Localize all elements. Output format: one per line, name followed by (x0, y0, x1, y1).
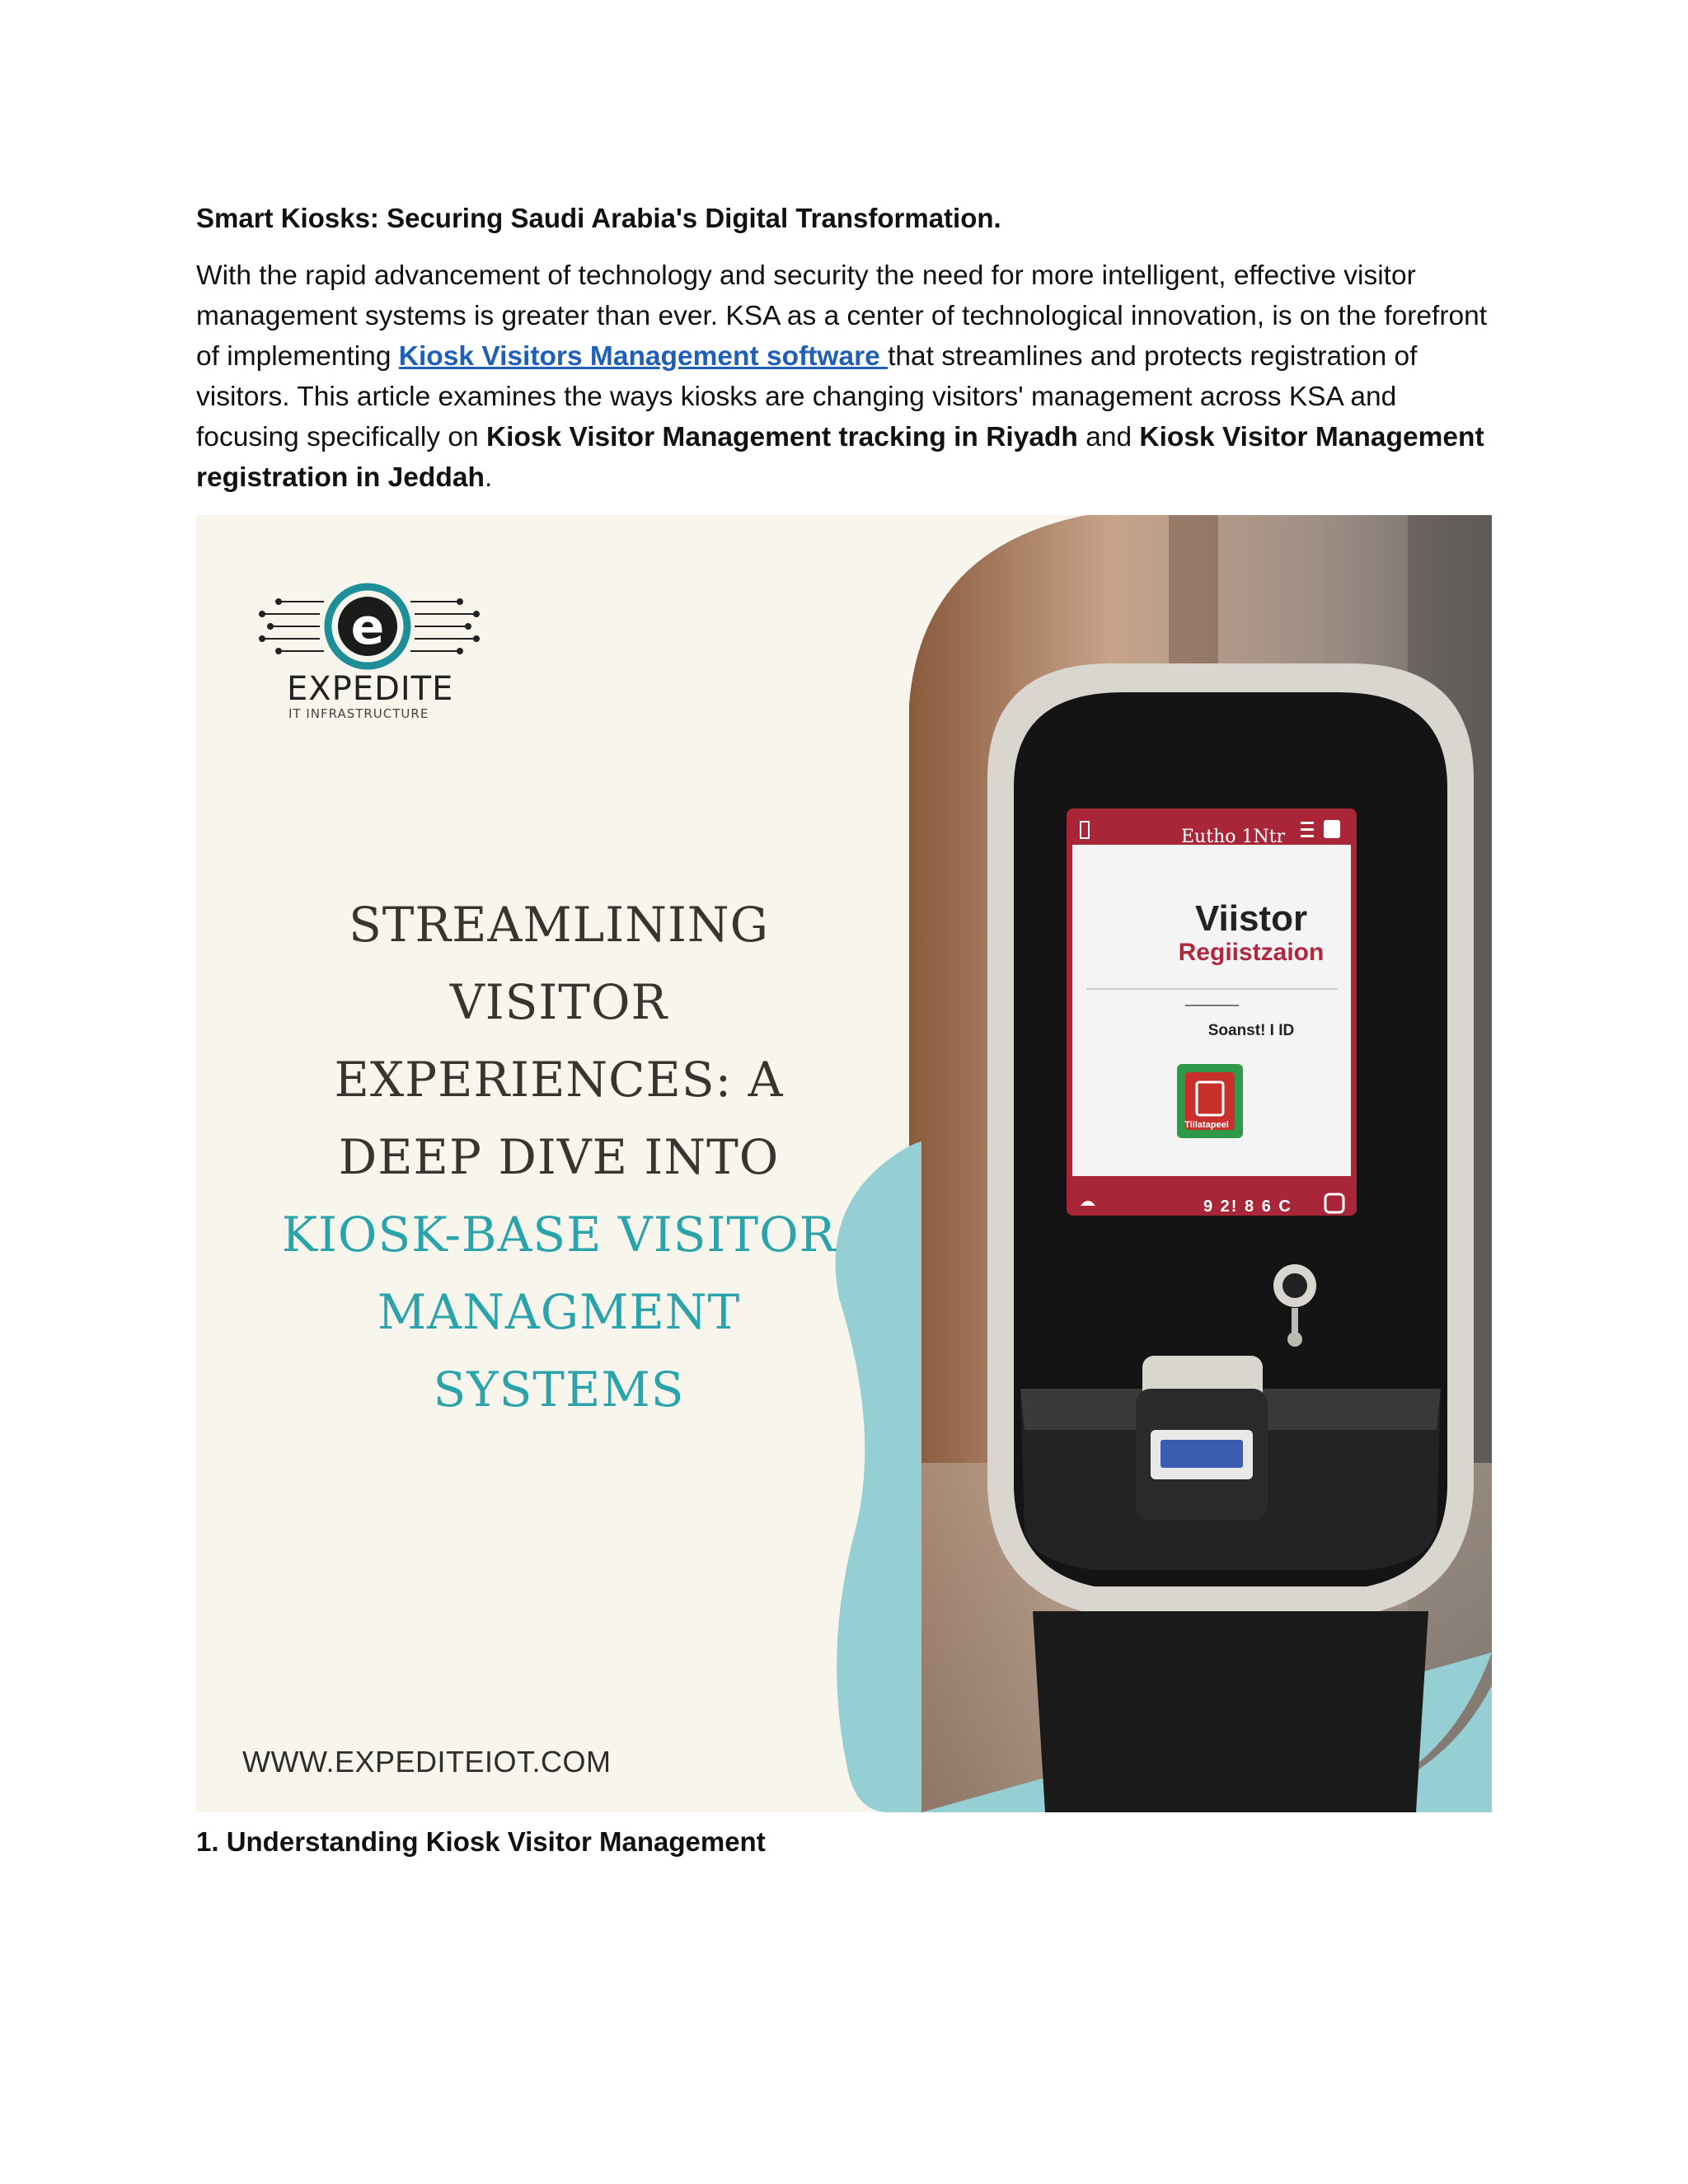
intro-text-4: . (484, 462, 493, 493)
headline-line-1: STREAMLINING (349, 897, 769, 953)
logo-name: EXPEDITE (287, 670, 454, 708)
kiosk-screen-header: Eutho 1Ntr (1181, 827, 1286, 847)
intro-paragraph (196, 255, 1498, 498)
kiosk-screen-title: Viistor (1194, 898, 1308, 939)
headline-line-4: DEEP DIVE INTO (338, 1129, 780, 1185)
intro-text-2: that streamlines and protects registration of visitors. This article examines the ways kiosks are changing visitors' management across KSA and focusing specifically on (196, 341, 1418, 452)
headline-teal-line-3: SYSTEMS (433, 1361, 685, 1418)
document-title: Smart Kiosks: Securing Saudi Arabia's Digital Transformation. (196, 203, 1001, 233)
headline-line-3: EXPERIENCES: A (334, 1052, 784, 1108)
kiosk-screen-subtitle: Regiistzaion (1178, 939, 1325, 966)
headline-teal-line-2: MANAGMENT (377, 1284, 741, 1340)
headline-teal-line-1: KIOSK-BASE VISITOR (281, 1207, 837, 1263)
intro-text-3: and (1077, 422, 1140, 452)
kiosk-device-illustration (196, 515, 1492, 1812)
riyadh-bold-text: Kiosk Visitor Management tracking in Riyadh (485, 422, 1078, 452)
jeddah-bold-text: Kiosk Visitor Management registration in Jeddah (196, 422, 1484, 493)
kiosk-screen-footer-text: 9 2! 8 6 C (1203, 1197, 1292, 1216)
intro-text-1: With the rapid advancement of technology and security the need for more intelligent, effective visitor management systems is greater than ever. KSA as a center of technological innovation, is on the forefront of implementing (196, 260, 1488, 372)
logo-tagline: IT INFRASTRUCTURE (288, 706, 429, 721)
svg-text:e: e (350, 598, 385, 656)
website-url: WWW.EXPEDITEIOT.COM (242, 1745, 612, 1779)
banner-image (196, 515, 1492, 1812)
kiosk-screen-badge-text: Tiilatapeel (1184, 1120, 1229, 1130)
section-heading: 1. Understanding Kiosk Visitor Management (196, 1826, 766, 1857)
headline-line-2: VISITOR (449, 974, 668, 1030)
kiosk-screen-scan-text: Soanst! I ID (1207, 1022, 1295, 1039)
kiosk-software-link[interactable]: Kiosk Visitors Management software (398, 341, 889, 372)
